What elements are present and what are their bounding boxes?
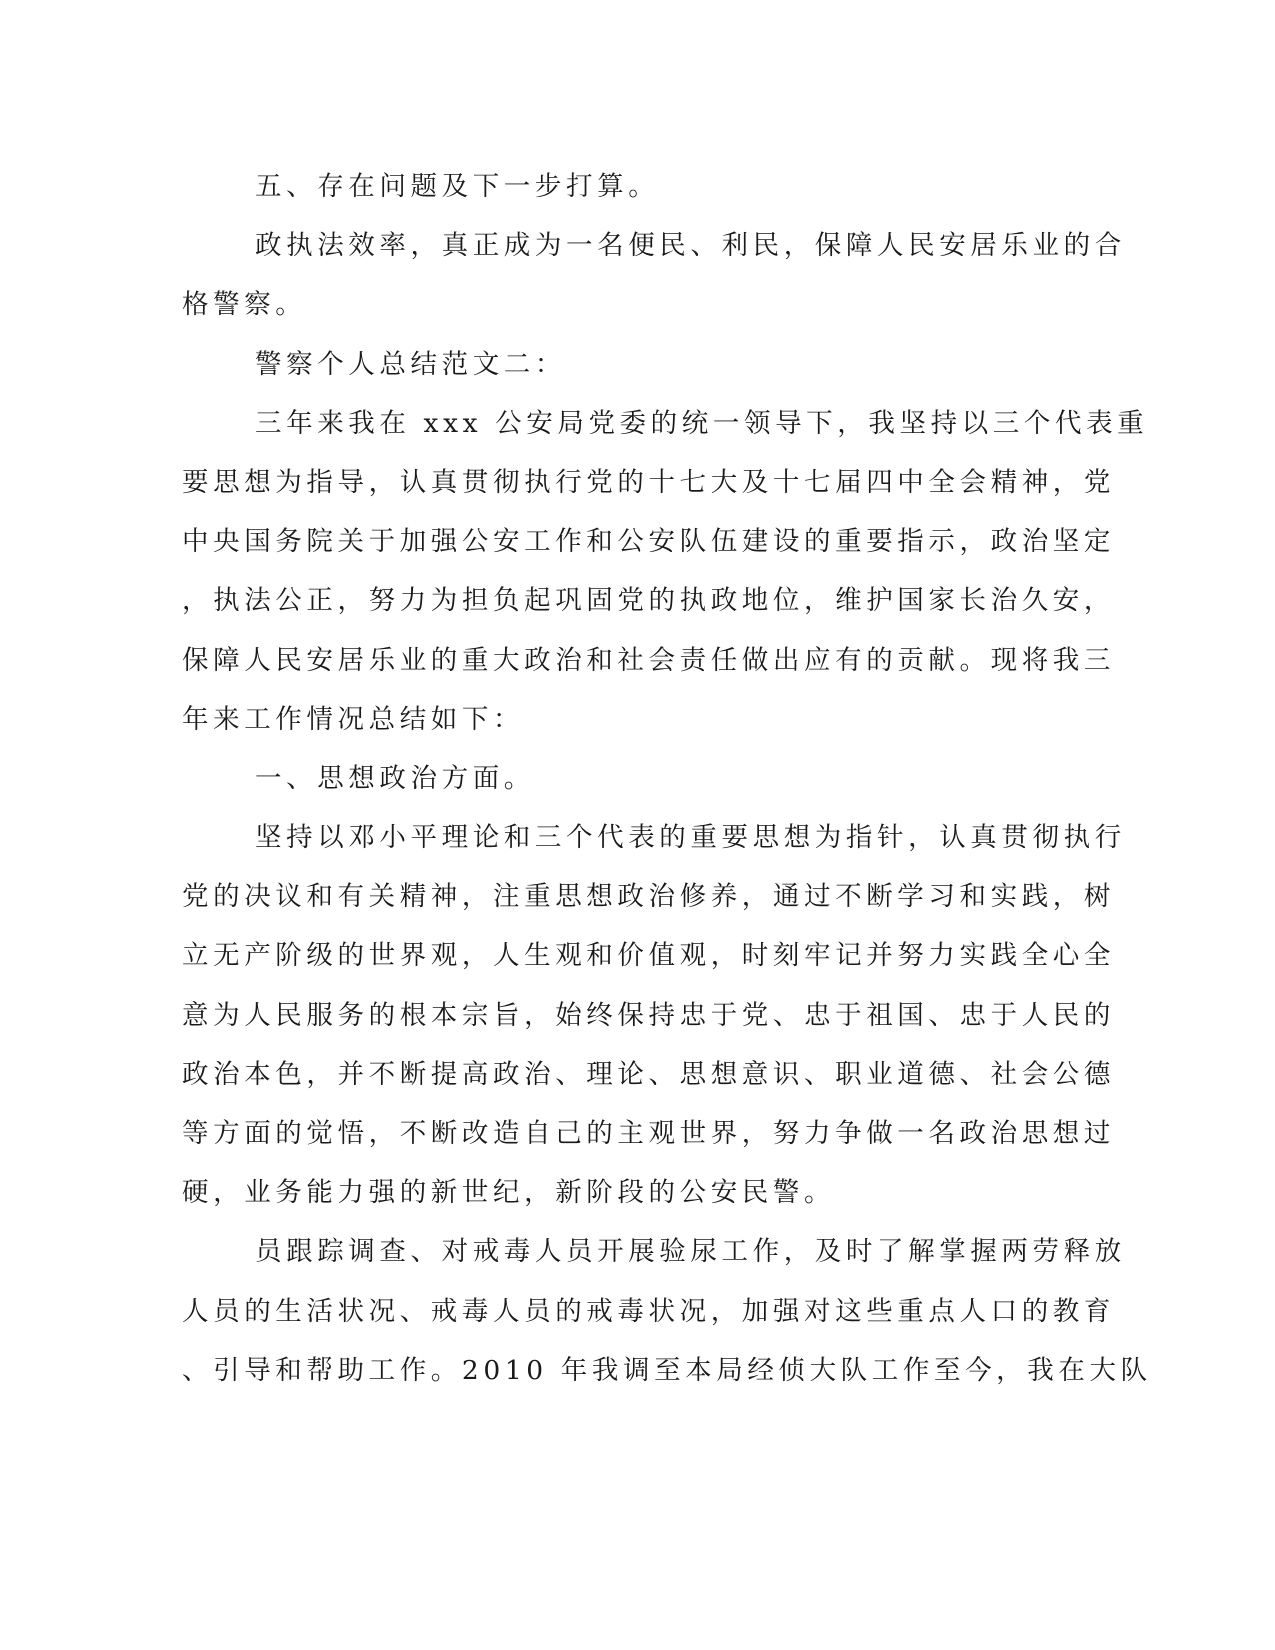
section-heading-problems: 五、存在问题及下一步打算。 (255, 171, 660, 202)
paragraph-line: 立无产阶级的世界观，人生观和价值观，时刻牢记并努力实践全心全 (182, 940, 1115, 972)
paragraph-line: 硬，业务能力强的新世纪，新阶段的公安民警。 (182, 1177, 836, 1209)
paragraph-line: 政执法效率，真正成为一名便民、利民，保障人民安居乐业的合 (255, 230, 1126, 262)
paragraph-line: 政治本色，并不断提高政治、理论、思想意识、职业道德、社会公德 (182, 1058, 1115, 1090)
document-body (182, 157, 1152, 1400)
paragraph-line: 年来工作情况总结如下： (182, 703, 525, 735)
paragraph-line: ，执法公正，努力为担负起巩固党的执政地位，维护国家长治久安， (182, 585, 1115, 617)
paragraph-line: 人员的生活状况、戒毒人员的戒毒状况，加强对这些重点人口的教育 (182, 1295, 1115, 1327)
paragraph-line: 员跟踪调查、对戒毒人员开展验尿工作，及时了解掌握两劳释放 (255, 1236, 1126, 1268)
paragraph-line: 中央国务院关于加强公安工作和公安队伍建设的重要指示，政治坚定 (182, 526, 1115, 558)
paragraph-line: 等方面的觉悟，不断改造自己的主观世界，努力争做一名政治思想过 (182, 1118, 1115, 1149)
paragraph-line: 党的决议和有关精神，注重思想政治修养，通过不断学习和实践，树 (182, 881, 1115, 913)
paragraph-line: 三年来我在 xxx 公安局党委的统一领导下，我坚持以三个代表重 (255, 407, 1149, 439)
paragraph-line: 坚持以邓小平理论和三个代表的重要思想为指针，认真贯彻执行 (255, 822, 1126, 854)
paragraph-line: 格警察。 (182, 289, 307, 321)
paragraph-line: 意为人民服务的根本宗旨，始终保持忠于党、忠于祖国、忠于人民的 (182, 999, 1115, 1031)
paragraph-line: 、引导和帮助工作。2010 年我调至本局经侦大队工作至今，我在大队 (182, 1354, 1152, 1386)
paragraph-line: 保障人民安居乐业的重大政治和社会责任做出应有的贡献。现将我三 (182, 644, 1115, 676)
sample-heading: 警察个人总结范文二： (255, 348, 566, 380)
paragraph-line: 要思想为指导，认真贯彻执行党的十七大及十七届四中全会精神，党 (182, 466, 1115, 498)
section-heading-politics: 一、思想政治方面。 (255, 762, 535, 794)
